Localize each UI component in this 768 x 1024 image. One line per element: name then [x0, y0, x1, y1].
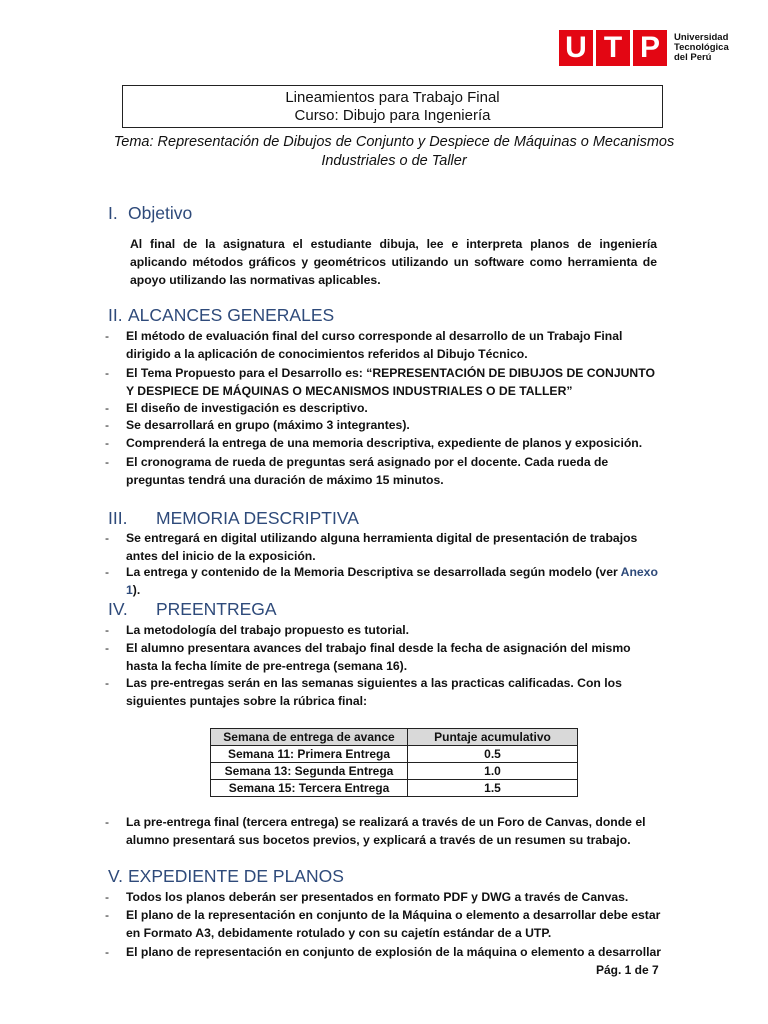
table-cell: 1.5: [408, 780, 578, 797]
list-item: - Se desarrollará en grupo (máximo 3 integrantes).: [105, 418, 410, 432]
logo-letter-t: T: [596, 30, 630, 66]
table-cell: 1.0: [408, 763, 578, 780]
section-heading-alcances: [108, 305, 334, 325]
list-item: - Se entregará en digital utilizando alguna herramienta digital de presentación de trabajos antes del inicio de la exposición.: [105, 531, 638, 563]
section-title: PREENTREGA: [156, 599, 277, 619]
section-title: Objetivo: [128, 203, 193, 223]
table-row: [211, 780, 578, 797]
table-cell: Semana 15: Tercera Entrega: [211, 780, 408, 797]
logo-text: [674, 33, 729, 63]
section-title: EXPEDIENTE DE PLANOS: [128, 866, 344, 886]
section-number: III.: [108, 508, 128, 528]
title-line-1: Lineamientos para Trabajo Final: [285, 89, 500, 106]
section-number: I.: [108, 203, 118, 223]
section-heading-memoria: [108, 508, 359, 528]
section-number: II.: [108, 305, 123, 325]
list-item: - La entrega y contenido de la Memoria Descriptiva se desarrollada según modelo (ver Anexo 1).: [105, 565, 658, 597]
list-item: - El plano de representación en conjunto de explosión de la máquina o elemento a desarrollar: [105, 945, 662, 959]
theme-text: Tema: Representación de Dibujos de Conjunto y Despiece de Máquinas o Mecanismos Industriales o de Taller: [113, 134, 675, 169]
table-cell: Semana 11: Primera Entrega: [211, 746, 408, 763]
list-item: - El alumno presentara avances del trabajo final desde la fecha de asignación del mismo hasta la fecha límite de pre-entrega (semana 16).: [105, 641, 631, 673]
list-item: - La metodología del trabajo propuesto es tutorial.: [105, 623, 410, 637]
logo-line-3: del Perú: [674, 52, 712, 63]
table-cell: Semana 13: Segunda Entrega: [211, 763, 408, 780]
section-number: V.: [108, 866, 123, 886]
page-number: Pág. 1 de 7: [596, 963, 659, 977]
list-item: - La pre-entrega final (tercera entrega) se realizará a través de un Foro de Canvas, donde el alumno presentará sus bocetos previos, y explicará a través de un resumen su trabajo.: [105, 815, 646, 847]
section-title: ALCANCES GENERALES: [128, 305, 335, 325]
list-item: - El cronograma de rueda de preguntas será asignado por el docente. Cada rueda de preguntas tendrá una duración de máximo 15 minutos.: [105, 455, 609, 487]
table-header: Puntaje acumulativo: [408, 729, 578, 746]
table-row: [211, 746, 578, 763]
logo-letters: [559, 30, 667, 66]
list-item: - Todos los planos deberán ser presentados en formato PDF y DWG a través de Canvas.: [105, 890, 629, 904]
logo-letter-u: U: [559, 30, 593, 66]
objective-paragraph: Al final de la asignatura el estudiante dibuja, lee e interpreta planos de ingeniería aplicando métodos gráficos y geométricos utilizando un software como herramienta de apoyo utilizando las normativas aplicables.: [130, 237, 657, 287]
section-number: IV.: [108, 599, 128, 619]
table-header-row: [211, 729, 578, 746]
table-cell: 0.5: [408, 746, 578, 763]
logo-letter-p: P: [633, 30, 667, 66]
utp-logo: [559, 30, 729, 66]
list-item: - Las pre-entregas serán en las semanas siguientes a las practicas calificadas. Con los siguientes puntajes sobre la rúbrica final:: [105, 676, 622, 708]
logo-line-2: Tecnológica: [674, 42, 729, 53]
rubric-table: [210, 728, 578, 797]
section-heading-preentrega: [108, 599, 277, 619]
section-heading-expediente: [108, 866, 344, 886]
section-heading-objetivo: [108, 203, 192, 223]
anexo-1-link[interactable]: Anexo 1: [126, 565, 658, 597]
table-row: [211, 763, 578, 780]
title-line-2: Curso: Dibujo para Ingeniería: [294, 107, 491, 124]
list-item: - El diseño de investigación es descriptivo.: [105, 401, 368, 415]
section-title: MEMORIA DESCRIPTIVA: [156, 508, 359, 528]
list-item: - El método de evaluación final del curso corresponde al desarrollo de un Trabajo Final dirigido a la aplicación de conocimientos referidos al Dibujo Técnico.: [105, 329, 623, 361]
table-header: Semana de entrega de avance: [211, 729, 408, 746]
list-item: - Comprenderá la entrega de una memoria descriptiva, expediente de planos y exposición.: [105, 436, 643, 450]
list-item: - El plano de la representación en conjunto de la Máquina o elemento a desarrollar debe estar en Formato A3, debidamente rotulado y con su cajetín estándar de a UTP.: [105, 908, 661, 940]
logo-line-1: Universidad: [674, 32, 729, 43]
title-box: [122, 85, 663, 128]
list-item: - El Tema Propuesto para el Desarrollo es: “REPRESENTACIÓN DE DIBUJOS DE CONJUNTO Y DESPIECE DE MÁQUINAS O MECANISMOS INDUSTRIALES O DE TALLER”: [105, 366, 655, 398]
